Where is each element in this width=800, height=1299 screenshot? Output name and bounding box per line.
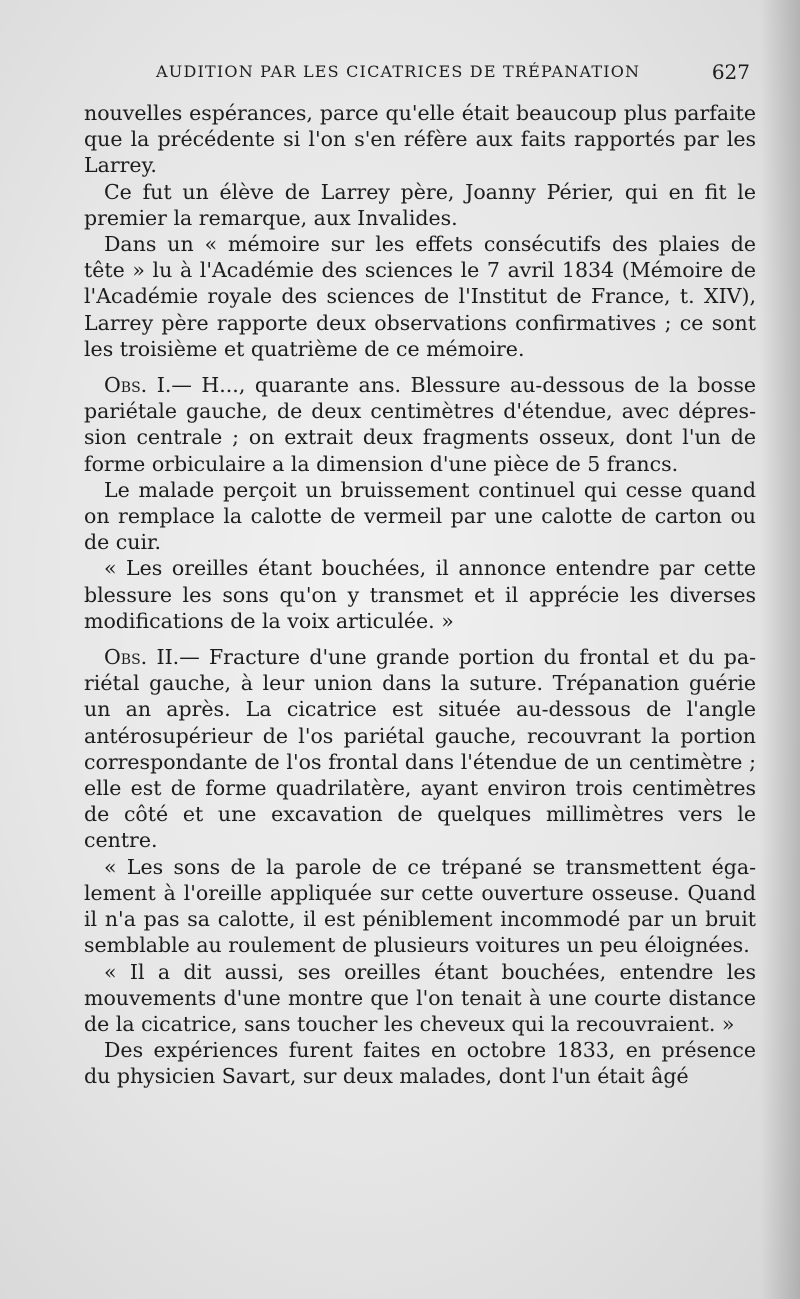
body-text [84, 100, 756, 1090]
page-number: 627 [711, 60, 750, 84]
running-title: AUDITION PAR LES CICATRICES DE TRÉPANATION [156, 62, 641, 81]
paragraph-1: nouvelles espérances, parce qu'elle était beaucoup plus parfaite que la précédente si l'on s'en réfère aux faits rapportés par les Larrey. [84, 101, 756, 178]
running-head [150, 60, 750, 90]
observation-label: Obs. II. [104, 645, 180, 670]
paragraph-3: Dans un « mémoire sur les effets consécutifs des plaies de tête » lu à l'Académie des sciences le 7 avril 1834 (Mémoire de l'Académie royale des sciences de l'Institut de France, t. XIV), Larrey père rapporte deux observations confirmatives ; ce sont les troisième et quatrième de ce mémoire. [84, 232, 756, 361]
spine-shadow [760, 0, 800, 1299]
paragraph-6: « Les oreilles étant bouchées, il annonce entendre par cette blessure les sons qu'on y transmet et il apprécie les diverses modifications de la voix articulée. » [84, 556, 756, 633]
paragraph-8: « Les sons de la parole de ce trépané se transmettent également à l'oreille appliquée sur cette ouverture osseuse. Quand il n'a pas sa calotte, il est péniblement incommodé par un bruit semblable au roulement de plusieurs voitures un peu éloignées. [84, 854, 756, 958]
observation-2: Obs. II.— Fracture d'une grande portion du frontal et du pariétal gauche, à leur union dans la suture. Trépanation guérie un an après. La cicatrice est située au-dessous de l'angle antérosupérieur de l'os pariétal gauche, recouvrant la portion correspondante de l'os frontal dans l'étendue de un centimètre ; elle est de forme quadrilatère, ayant environ trois centimètres de côté et une excavation de quelques millimètres vers le centre. [84, 645, 756, 853]
paragraph-9: « Il a dit aussi, ses oreilles étant bouchées, entendre les mouvements d'une montre que l'on tenait à une courte distance de la cicatrice, sans toucher les cheveux qui la recouvraient. » [84, 959, 756, 1036]
observation-1: Obs. I.— H..., quarante ans. Blessure au-dessous de la bosse pariétale gauche, de deux centimètres d'étendue, avec dépression centrale ; on extrait deux fragments osseux, dont l'un de forme orbiculaire a la dimension d'une pièce de 5 francs. [84, 373, 756, 476]
paragraph-2: Ce fut un élève de Larrey père, Joanny Périer, qui en fit le premier la remarque, aux Invalides. [84, 179, 756, 230]
observation-label: Obs. I. [104, 373, 172, 398]
paragraph-5: Le malade perçoit un bruissement continuel qui cesse quand on remplace la calotte de vermeil par une calotte de carton ou de cuir. [84, 477, 756, 555]
paragraph-10: Des expériences furent faites en octobre 1833, en présence du physicien Savart, sur deux malades, dont l'un était âgé [84, 1038, 756, 1089]
